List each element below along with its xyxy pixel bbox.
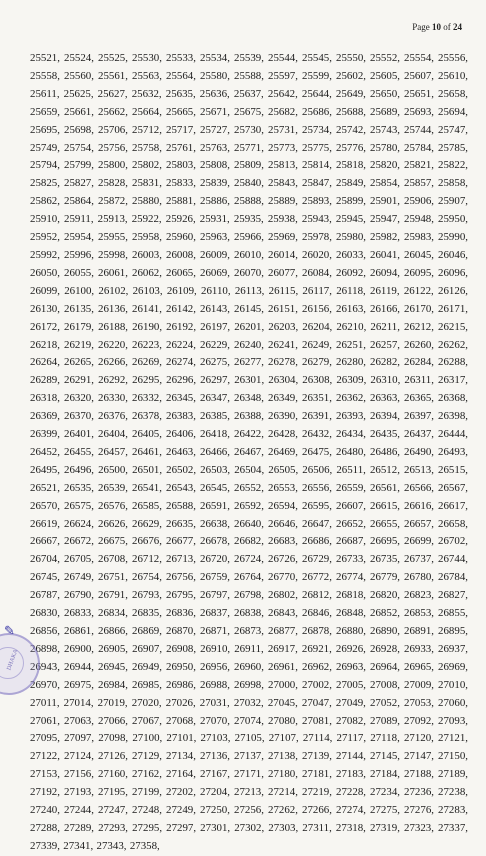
seal-text: DHAKA xyxy=(6,648,20,672)
page-number-header xyxy=(412,22,462,32)
page-of: of xyxy=(443,22,451,32)
number-list: 25521, 25524, 25525, 25530, 25533, 25534, 25539, 25544, 25545, 25550, 25552, 25554, 25556, 25558, 25560, 25561, 25563, 25564, 25580, 25588, 25597, 25599, 25602, 25605, 25607, 25610, 25611, 25625, 25627, 25632, 25635, 25636, 25637, 25642, 25644, 25649, 25650, 25651, 25658, 25659, 25661, 25662, 25664, 25665, 25671, 25675, 25682, 25686, 25688, 25689, 25693, 25694, 25695, 25698, 25706, 25712, 25717, 25727, 25730, 25731, 25734, 25742, 25743, 25744, 25747, 25749, 25754, 25756, 25758, 25761, 25763, 25771, 25773, 25775, 25776, 25780, 25784, 25785, 25794, 25799, 25800, 25802, 25803, 25808, 25809, 25813, 25814, 25818, 25820, 25821, 25822, 25825, 25827, 25828, 25831, 25833, 25839, 25840, 25843, 25847, 25849, 25854, 25857, 25858, 25862, 25864, 25872, 25880, 25881, 25886, 25888, 25889, 25893, 25899, 25901, 25906, 25907, 25910, 25911, 25913, 25922, 25926, 25931, 25935, 25938, 25943, 25945, 25947, 25948, 25950, 25952, 25954, 25955, 25958, 25960, 25963, 25966, 25969, 25978, 25980, 25982, 25983, 25990, 25992, 25996, 25998, 26003, 26008, 26009, 26010, 26014, 26020, 26033, 26041, 26045, 26046, 26050, 26055, 26061, 26062, 26065, 26069, 26070, 26077, 26084, 26092, 26094, 26095, 26096, 26099, 26100, 26102, 26103, 26109, 26110, 26113, 26115, 26117, 26118, 26119, 26122, 26126, 26130, 26135, 26136, 26141, 26142, 26143, 26145, 26151, 26156, 26163, 26166, 26170, 26171, 26172, 26179, 26188, 26190, 26192, 26197, 26201, 26203, 26204, 26210, 26211, 26212, 26215, 26218, 26219, 26220, 26223, 26224, 26229, 26240, 26241, 26249, 26251, 26257, 26260, 26262, 26264, 26265, 26266, 26269, 26274, 26275, 26277, 26278, 26279, 26280, 26282, 26284, 26288, 26289, 26291, 26292, 26295, 26296, 26297, 26301, 26304, 26308, 26309, 26310, 26311, 26317, 26318, 26320, 26330, 26332, 26345, 26347, 26348, 26349, 26351, 26362, 26363, 26365, 26368, 26369, 26370, 26376, 26378, 26383, 26385, 26388, 26390, 26391, 26393, 26394, 26397, 26398, 26399, 26401, 26404, 26405, 26406, 26418, 26422, 26428, 26432, 26434, 26435, 26437, 26444, 26452, 26455, 26457, 26461, 26463, 26466, 26467, 26469, 26475, 26480, 26486, 26490, 26493, 26495, 26496, 26500, 26501, 26502, 26503, 26504, 26505, 26506, 26511, 26512, 26513, 26515, 26521, 26535, 26539, 26541, 26543, 26545, 26552, 26553, 26556, 26559, 26561, 26566, 26567, 26570, 26575, 26576, 26585, 26588, 26591, 26592, 26594, 26595, 26607, 26615, 26616, 26617, 26619, 26624, 26626, 26629, 26635, 26638, 26640, 26646, 26647, 26652, 26655, 26657, 26658, 26667, 26672, 26675, 26676, 26677, 26678, 26682, 26683, 26686, 26687, 26695, 26699, 26702, 26704, 26705, 26708, 26712, 26713, 26720, 26724, 26726, 26729, 26733, 26735, 26737, 26744, 26745, 26749, 26751, 26754, 26756, 26759, 26764, 26770, 26772, 26774, 26779, 26780, 26784, 26787, 26790, 26791, 26793, 26795, 26797, 26798, 26802, 26812, 26818, 26820, 26823, 26827, 26830, 26833, 26834, 26835, 26836, 26837, 26838, 26843, 26846, 26848, 26852, 26853, 26855, 26856, 26861, 26866, 26869, 26870, 26871, 26873, 26877, 26878, 26880, 26890, 26891, 26895, 26898, 26900, 26905, 26907, 26908, 26910, 26911, 26917, 26921, 26926, 26928, 26933, 26937, 26943, 26944, 26945, 26949, 26950, 26956, 26960, 26961, 26962, 26963, 26964, 26965, 26969, 26970, 26975, 26984, 26985, 26986, 26988, 26998, 27000, 27002, 27005, 27008, 27009, 27010, 27011, 27014, 27019, 27020, 27026, 27031, 27032, 27045, 27047, 27049, 27052, 27053, 27060, 27061, 27063, 27066, 27067, 27068, 27070, 27074, 27080, 27081, 27082, 27089, 27092, 27093, 27095, 27097, 27098, 27100, 27101, 27103, 27105, 27107, 27114, 27117, 27118, 27120, 27121, 27122, 27124, 27126, 27129, 27134, 27136, 27137, 27138, 27139, 27144, 27145, 27147, 27150, 27153, 27156, 27160, 27162, 27164, 27167, 27171, 27180, 27181, 27183, 27184, 27188, 27189, 27192, 27193, 27195, 27199, 27202, 27204, 27213, 27214, 27219, 27228, 27234, 27236, 27238, 27240, 27244, 27247, 27248, 27249, 27250, 27256, 27262, 27266, 27274, 27275, 27276, 27283, 27288, 27289, 27293, 27295, 27297, 27301, 27302, 27303, 27311, 27318, 27319, 27323, 27337, 27339, 27341, 27343, 27358, xyxy=(30,52,468,852)
signature-mark-icon: ✎ xyxy=(4,623,15,638)
page-current: 10 xyxy=(432,22,441,32)
page-total: 24 xyxy=(453,22,462,32)
page-label: Page xyxy=(412,22,430,32)
